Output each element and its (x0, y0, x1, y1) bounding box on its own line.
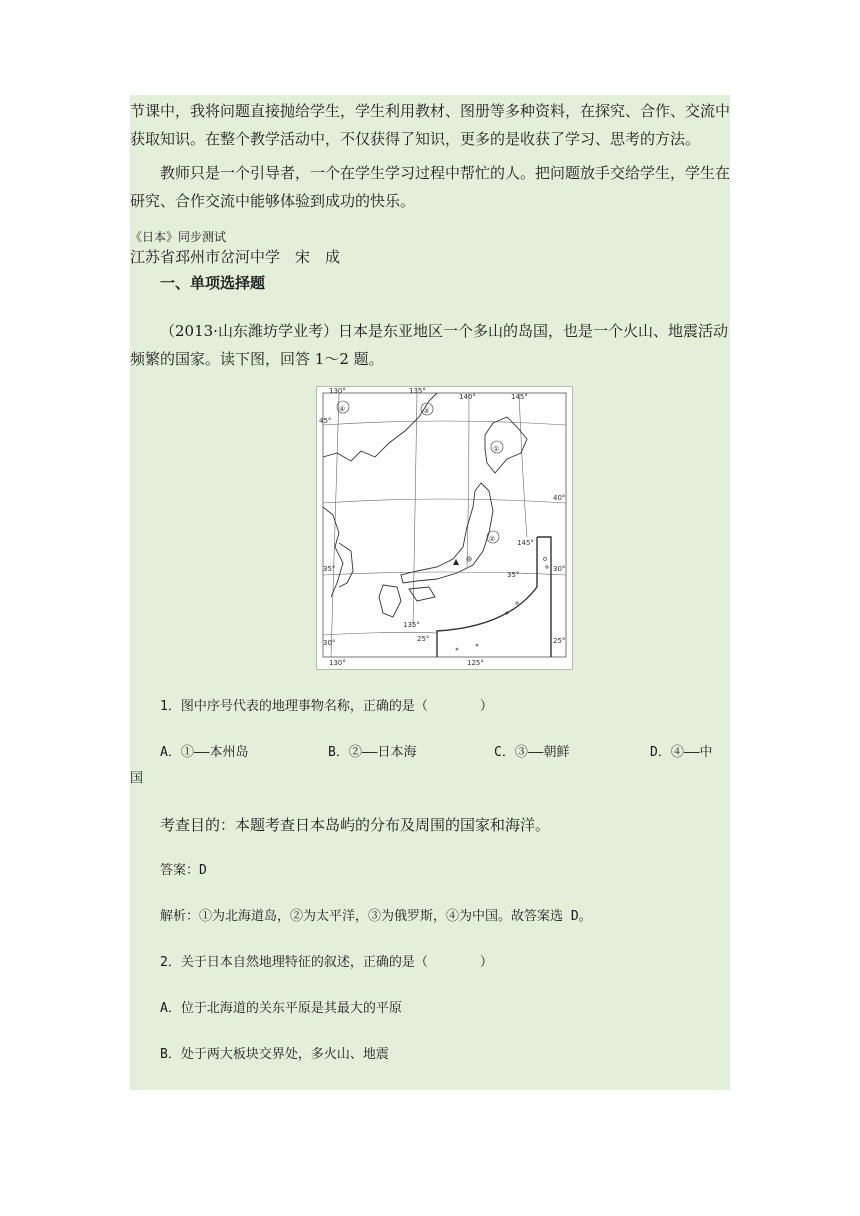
map-lon-145-top: 145° (511, 393, 528, 401)
map-label-2: ② (489, 535, 496, 543)
map-lon-130-bottom: 130° (329, 659, 346, 667)
map-lat-35-right: 35° (507, 571, 520, 579)
test-author: 江苏省邳州市岔河中学 宋 成 (130, 248, 341, 266)
map-lat-30-left: 30° (323, 639, 336, 647)
q1-answer: 答案：D (160, 863, 207, 878)
q2-option-a: A．位于北海道的关东平原是其最大的平原 (160, 1001, 402, 1016)
map-lon-130-top: 130° (329, 387, 346, 395)
map-lon-135-bottom: 135° (403, 621, 420, 629)
map-lon-125-bottom: 125° (467, 659, 484, 667)
test-title: 《日本》同步测试 (130, 230, 227, 244)
q1-purpose: 考查目的：本题考查日本岛屿的分布及周围的国家和海洋。 (160, 816, 551, 834)
question-2: 2．关于日本自然地理特征的叙述，正确的是（ ） (160, 955, 493, 970)
section-heading: 一、单项选择题 (160, 274, 266, 292)
intro-paragraph-2-line-1: 教师只是一个引导者，一个在学生学习过程中帮忙的人。把问题放手交给学生，学生在 (160, 164, 731, 182)
q1-option-d: D．④——中 (650, 745, 713, 760)
map-label-3: ③ (423, 407, 430, 415)
q1-option-c: C．③——朝鲜 (494, 745, 570, 760)
map-lat-30-right: 30° (553, 565, 566, 573)
q1-option-b: B．②——日本海 (328, 745, 417, 760)
intro-paragraph-2-line-2: 研究、合作交流中能够体验到成功的快乐。 (130, 192, 416, 210)
q1-option-d-continuation: 国 (130, 771, 144, 786)
map-label-1: ① (493, 445, 500, 453)
q1-option-a: A．①——本州岛 (160, 745, 249, 760)
map-lon-145-mid: 145° (517, 539, 534, 547)
map-lat-25-b: 25° (553, 637, 566, 645)
map-lat-25-a: 25° (417, 635, 430, 643)
question-1-options (160, 740, 730, 766)
q1-analysis: 解析：①为北海道岛，②为太平洋，③为俄罗斯，④为中国。故答案选 D。 (160, 909, 592, 924)
question-1: 1．图中序号代表的地理事物名称，正确的是（ ） (160, 699, 493, 714)
intro-paragraph-1-line-2: 获取知识。在整个教学活动中，不仅获得了知识，更多的是收获了学习、思考的方法。 (130, 130, 701, 148)
japan-map-figure (316, 386, 573, 670)
question-stem-line-1: （2013·山东潍坊学业考）日本是东亚地区一个多山的岛国，也是一个火山、地震活动 (160, 322, 728, 340)
map-lon-140-top: 140° (459, 393, 476, 401)
q2-option-b: B．处于两大板块交界处，多火山、地震 (160, 1047, 389, 1062)
intro-paragraph-1-line-1: 节课中，我将问题直接抛给学生，学生利用教材、图册等多种资料，在探究、合作、交流中 (130, 102, 731, 120)
map-lat-45: 45° (319, 417, 332, 425)
map-lon-135-top: 135° (409, 387, 426, 395)
question-stem-line-2: 频繁的国家。读下图，回答 1～2 题。 (130, 350, 384, 368)
map-lat-35-left: 35° (323, 565, 336, 573)
map-lat-40: 40° (553, 494, 566, 502)
map-label-4: ④ (339, 405, 346, 413)
